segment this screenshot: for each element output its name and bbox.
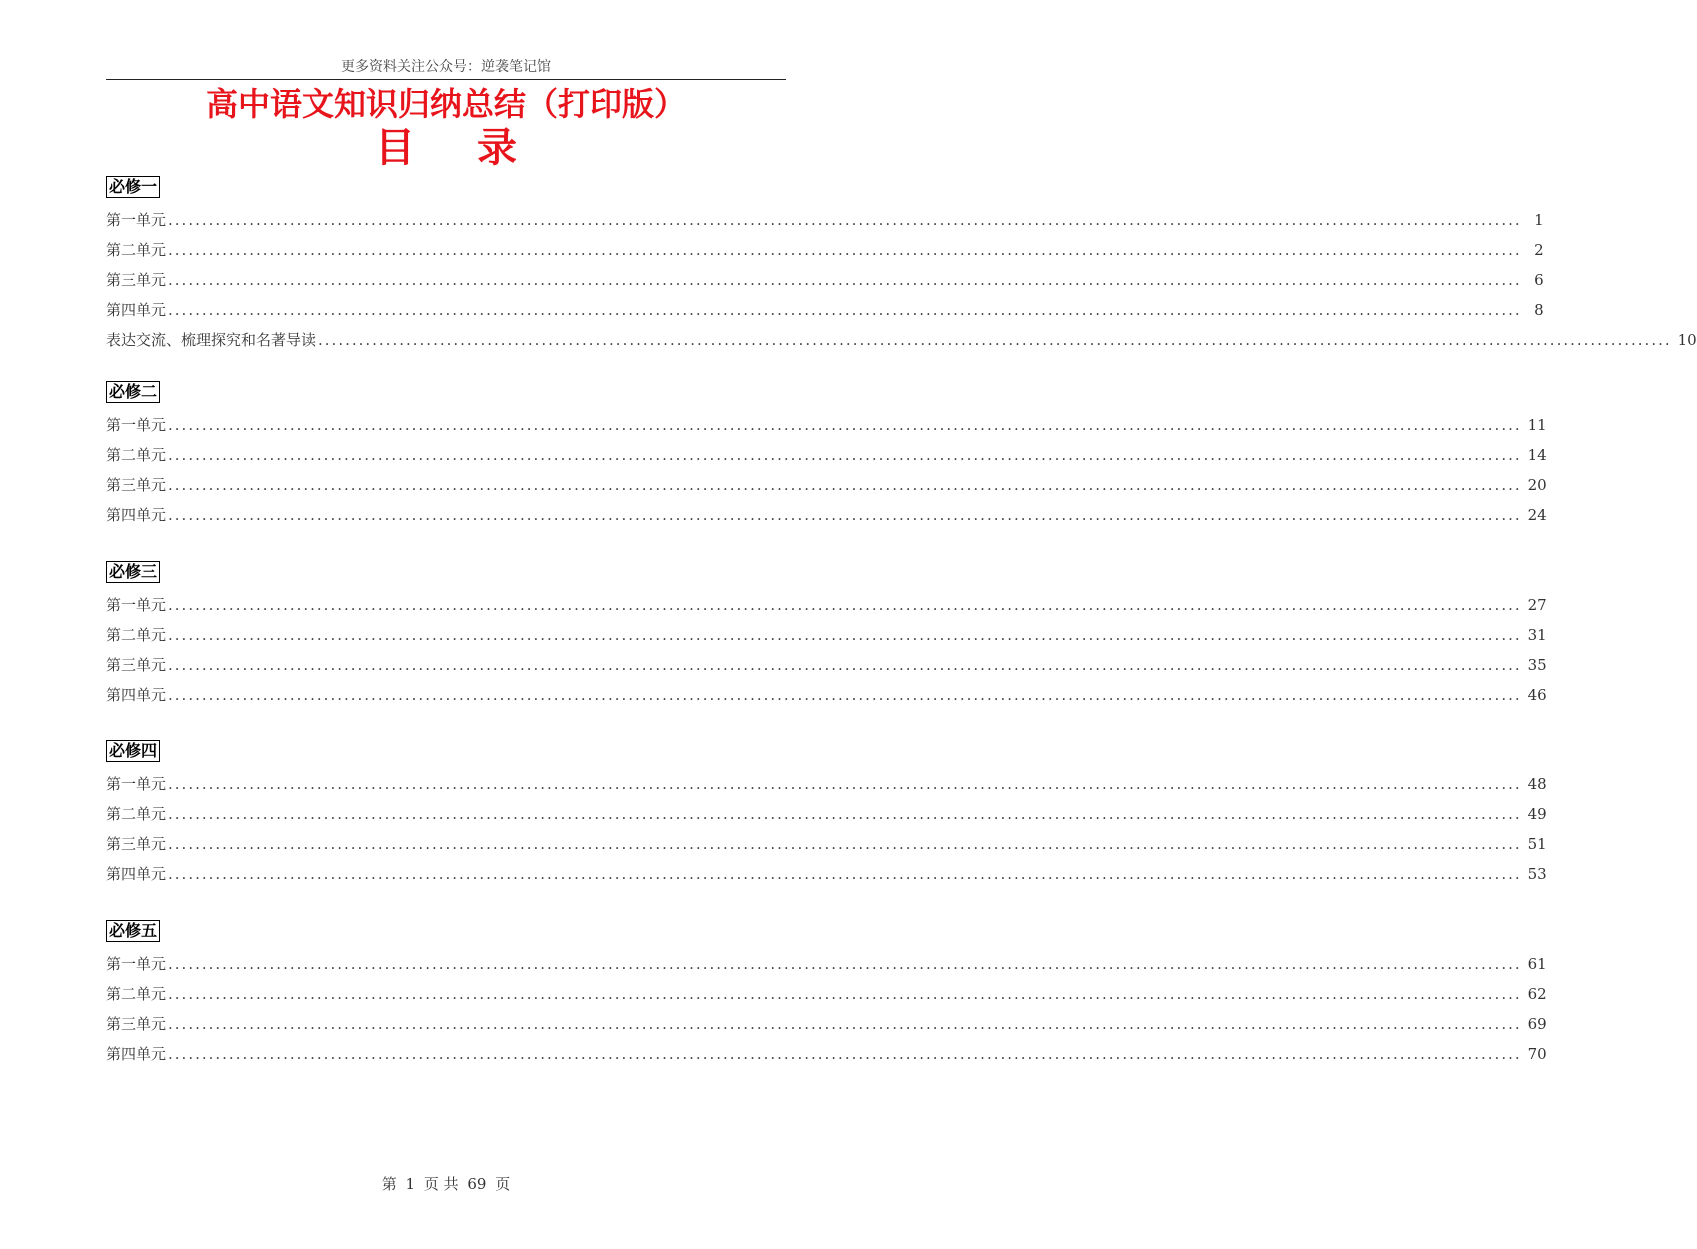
toc-entry[interactable] <box>106 235 1544 265</box>
toc-section <box>106 740 1547 889</box>
toc-entry-page: 31 <box>1527 626 1547 644</box>
toc-leader-dots: ........................................................................................................................................................................................................ <box>168 301 1522 319</box>
toc-section <box>106 561 1547 710</box>
toc-entry[interactable] <box>106 590 1547 620</box>
toc-leader-dots: ........................................................................................................................................................................................................ <box>168 416 1522 434</box>
toc-entry-page: 53 <box>1527 865 1547 883</box>
toc-entry-page: 14 <box>1527 446 1547 464</box>
section-title: 必修三 <box>106 561 160 583</box>
toc-entry-label: 第一单元 <box>106 775 167 793</box>
toc-entry-label: 第二单元 <box>106 626 167 644</box>
toc-entry[interactable] <box>106 1039 1547 1069</box>
toc-entry-label: 第三单元 <box>106 476 167 494</box>
toc-entry[interactable] <box>106 949 1547 979</box>
toc-leader-dots: ........................................................................................................................................................................................................ <box>168 985 1522 1003</box>
footer-page-number: 1 <box>405 1175 416 1193</box>
toc-leader-dots: ........................................................................................................................................................................................................ <box>168 835 1522 853</box>
toc-entry[interactable] <box>106 979 1547 1009</box>
toc-entry[interactable] <box>106 620 1547 650</box>
section-title: 必修四 <box>106 740 160 762</box>
toc-leader-dots: ........................................................................................................................................................................................................ <box>168 686 1522 704</box>
toc-entry[interactable] <box>106 769 1547 799</box>
toc-entry[interactable] <box>106 410 1547 440</box>
toc-entry-page: 1 <box>1534 211 1544 229</box>
toc-entry-page: 20 <box>1527 476 1547 494</box>
toc-entry-label: 第一单元 <box>106 416 167 434</box>
toc-entry-label: 第三单元 <box>106 835 167 853</box>
document-title: 高中语文知识归纳总结（打印版） <box>205 85 686 123</box>
toc-entry-page: 46 <box>1527 686 1547 704</box>
toc-entry-page: 8 <box>1534 301 1544 319</box>
section-title: 必修一 <box>106 176 160 198</box>
toc-section <box>106 381 1547 530</box>
toc-leader-dots: ........................................................................................................................................................................................................ <box>168 506 1522 524</box>
toc-entry[interactable] <box>106 325 1697 355</box>
toc-entry-page: 61 <box>1527 955 1547 973</box>
toc-entry-page: 69 <box>1527 1015 1547 1033</box>
toc-leader-dots: ........................................................................................................................................................................................................ <box>168 211 1522 229</box>
toc-entry[interactable] <box>106 1009 1547 1039</box>
toc-entry-label: 第四单元 <box>106 686 167 704</box>
toc-entry-label: 第四单元 <box>106 1045 167 1063</box>
toc-entry-page: 48 <box>1527 775 1547 793</box>
toc-entry[interactable] <box>106 470 1547 500</box>
toc-entry[interactable] <box>106 500 1547 530</box>
toc-entry-label: 第二单元 <box>106 241 167 259</box>
toc-leader-dots: ........................................................................................................................................................................................................ <box>168 775 1522 793</box>
toc-entry[interactable] <box>106 295 1544 325</box>
header-divider <box>106 79 786 80</box>
footer-suffix: 页 <box>495 1175 511 1193</box>
toc-leader-dots: ........................................................................................................................................................................................................ <box>168 241 1522 259</box>
toc-leader-dots: ........................................................................................................................................................................................................ <box>168 596 1522 614</box>
footer-middle: 页 共 <box>423 1175 459 1193</box>
toc-entry-page: 11 <box>1527 416 1547 434</box>
toc-entry-page: 49 <box>1527 805 1547 823</box>
toc-leader-dots: ........................................................................................................................................................................................................ <box>168 656 1522 674</box>
toc-leader-dots: ........................................................................................................................................................................................................ <box>168 955 1522 973</box>
footer-prefix: 第 <box>381 1175 397 1193</box>
footer-total-pages: 69 <box>467 1175 487 1193</box>
toc-entry-page: 51 <box>1527 835 1547 853</box>
toc-entry[interactable] <box>106 650 1547 680</box>
toc-entry[interactable] <box>106 205 1544 235</box>
toc-entry-label: 第二单元 <box>106 985 167 1003</box>
toc-entry-page: 24 <box>1527 506 1547 524</box>
toc-entry[interactable] <box>106 680 1547 710</box>
toc-entry-label: 表达交流、梳理探究和名著导读 <box>106 331 317 349</box>
toc-entry-page: 70 <box>1527 1045 1547 1063</box>
toc-entry-page: 35 <box>1527 656 1547 674</box>
section-title: 必修五 <box>106 920 160 942</box>
toc-entry-label: 第三单元 <box>106 656 167 674</box>
toc-leader-dots: ........................................................................................................................................................................................................ <box>318 331 1672 349</box>
toc-entry[interactable] <box>106 799 1547 829</box>
toc-entry-label: 第一单元 <box>106 211 167 229</box>
toc-leader-dots: ........................................................................................................................................................................................................ <box>168 476 1522 494</box>
toc-entry-page: 6 <box>1534 271 1544 289</box>
toc-leader-dots: ........................................................................................................................................................................................................ <box>168 446 1522 464</box>
toc-entry-label: 第四单元 <box>106 301 167 319</box>
toc-leader-dots: ........................................................................................................................................................................................................ <box>168 271 1522 289</box>
toc-entry[interactable] <box>106 440 1547 470</box>
toc-entry-label: 第一单元 <box>106 955 167 973</box>
toc-entry-page: 2 <box>1534 241 1544 259</box>
toc-entry-page: 10 <box>1677 331 1697 349</box>
toc-leader-dots: ........................................................................................................................................................................................................ <box>168 865 1522 883</box>
toc-entry[interactable] <box>106 859 1547 889</box>
toc-entry-label: 第三单元 <box>106 1015 167 1033</box>
toc-entry[interactable] <box>106 829 1547 859</box>
page-footer <box>106 1174 786 1194</box>
toc-entry-page: 27 <box>1527 596 1547 614</box>
toc-entry-label: 第四单元 <box>106 865 167 883</box>
toc-section <box>106 920 1547 1069</box>
toc-leader-dots: ........................................................................................................................................................................................................ <box>168 1015 1522 1033</box>
toc-leader-dots: ........................................................................................................................................................................................................ <box>168 805 1522 823</box>
toc-entry-label: 第一单元 <box>106 596 167 614</box>
toc-section <box>106 176 1697 355</box>
toc-entry-label: 第四单元 <box>106 506 167 524</box>
toc-entry-label: 第三单元 <box>106 271 167 289</box>
toc-entry-page: 62 <box>1527 985 1547 1003</box>
toc-leader-dots: ........................................................................................................................................................................................................ <box>168 1045 1522 1063</box>
section-title: 必修二 <box>106 381 160 403</box>
toc-heading: 目录 <box>375 125 579 171</box>
toc-leader-dots: ........................................................................................................................................................................................................ <box>168 626 1522 644</box>
page-header: 更多资料关注公众号：逆袭笔记馆 <box>341 59 551 75</box>
toc-entry-label: 第二单元 <box>106 805 167 823</box>
toc-entry-label: 第二单元 <box>106 446 167 464</box>
toc-entry[interactable] <box>106 265 1544 295</box>
